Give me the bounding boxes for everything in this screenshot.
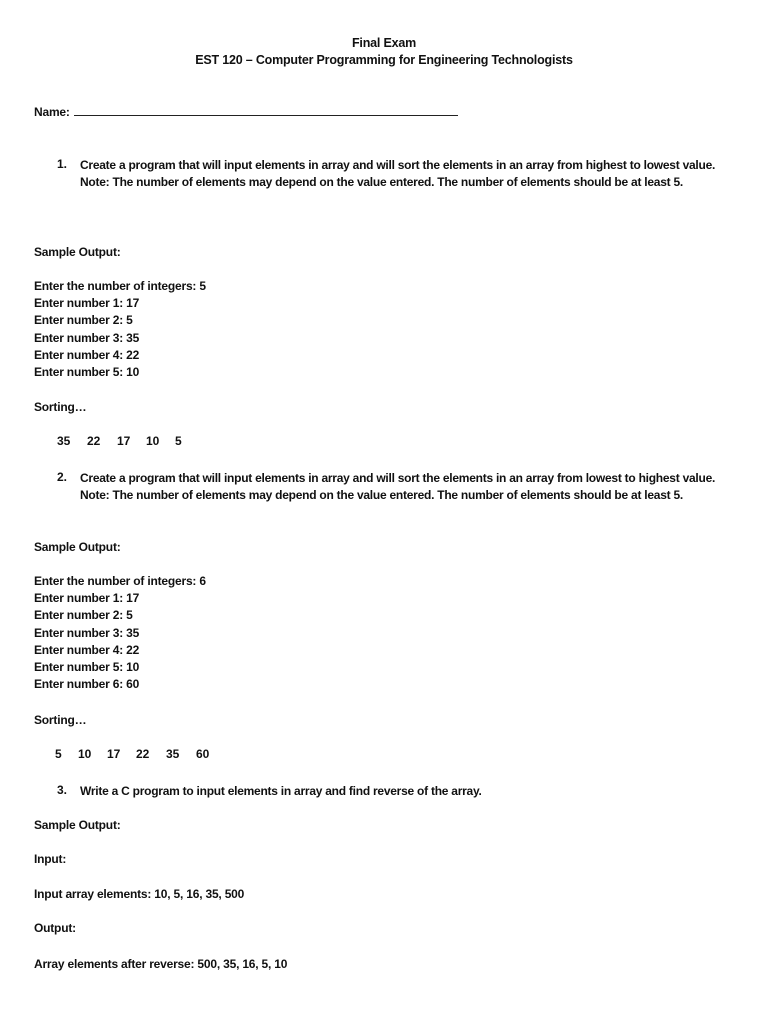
q1-text: Create a program that will input elements in array and will sort the elements in an array from highest to lowest value. Note: The number of elements may depend on the value entered. The number of elements should be at least 5. xyxy=(80,158,716,189)
q3-text: Write a C program to input elements in array and find reverse of the array. xyxy=(80,784,482,798)
q3-number: 3. xyxy=(57,783,68,797)
q2-line-5: Enter number 5: 10 xyxy=(34,660,140,674)
q1-sorted-value: 22 xyxy=(87,434,101,448)
q1-line-2: Enter number 2: 5 xyxy=(34,313,133,327)
q1-line-1: Enter number 1: 17 xyxy=(34,296,140,310)
q2-sorted-value: 5 xyxy=(55,747,62,761)
q2-sample-label: Sample Output: xyxy=(34,540,121,554)
q2-line-1: Enter number 1: 17 xyxy=(34,591,140,605)
q3-input-label: Input: xyxy=(34,852,67,866)
exam-title: Final Exam xyxy=(352,36,416,50)
q2-line-3: Enter number 3: 35 xyxy=(34,626,140,640)
exam-subtitle: EST 120 – Computer Programming for Engineering Technologists xyxy=(195,53,573,67)
q3-sample-label: Sample Output: xyxy=(34,818,121,832)
q1-sorted-value: 5 xyxy=(175,434,182,448)
q1-sorted-value: 10 xyxy=(146,434,160,448)
q1-number: 1. xyxy=(57,157,68,171)
q2-line-6: Enter number 6: 60 xyxy=(34,677,140,691)
q1-line-3: Enter number 3: 35 xyxy=(34,331,140,345)
q2-sorted-value: 10 xyxy=(78,747,92,761)
q2-line-2: Enter number 2: 5 xyxy=(34,608,133,622)
q1-sorted-value: 17 xyxy=(117,434,131,448)
q2-number: 2. xyxy=(57,470,68,484)
q2-line-0: Enter the number of integers: 6 xyxy=(34,574,206,588)
q1-line-4: Enter number 4: 22 xyxy=(34,348,140,362)
q3-input-line: Input array elements: 10, 5, 16, 35, 500 xyxy=(34,887,245,901)
q1-sorted-output xyxy=(57,434,195,448)
q2-sorting-label: Sorting… xyxy=(34,713,87,727)
q3-output-label: Output: xyxy=(34,921,76,935)
q1-sample-label: Sample Output: xyxy=(34,245,121,259)
q1-sorted-value: 35 xyxy=(57,434,71,448)
q2-text: Create a program that will input elements in array and will sort the elements in an array from lowest to highest value. Note: The number of elements may depend on the value entered. The number of elements should be at least 5. xyxy=(80,471,716,502)
q2-sorted-value: 60 xyxy=(196,747,210,761)
q2-sorted-value: 17 xyxy=(107,747,121,761)
name-label: Name: xyxy=(34,105,70,119)
q2-line-4: Enter number 4: 22 xyxy=(34,643,140,657)
q2-sorted-value: 22 xyxy=(136,747,150,761)
q1-sorting-label: Sorting… xyxy=(34,400,87,414)
q1-line-5: Enter number 5: 10 xyxy=(34,365,140,379)
q2-sorted-output xyxy=(55,747,216,761)
q2-sorted-value: 35 xyxy=(166,747,180,761)
q1-line-0: Enter the number of integers: 5 xyxy=(34,279,206,293)
name-blank-line[interactable] xyxy=(74,105,458,116)
q3-output-line: Array elements after reverse: 500, 35, 16, 5, 10 xyxy=(34,957,288,971)
name-field-row xyxy=(34,105,458,119)
